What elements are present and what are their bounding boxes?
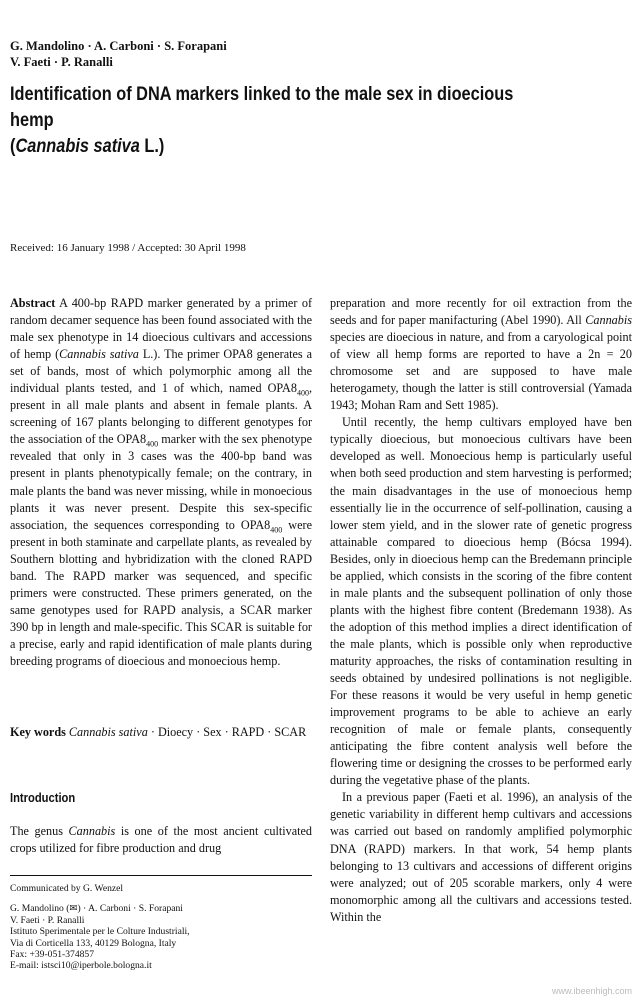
abstract-text-2: L.). The primer OPA8 generates a set of bands, most of which polymorphic among all the individual plants tested, and 1 of which, named OPA8 bbox=[10, 347, 312, 396]
paper-title bbox=[10, 82, 543, 160]
subscript-400: 400 bbox=[146, 439, 159, 449]
title-main: Identification of DNA markers linked to the male sex in dioecious hemp bbox=[10, 84, 514, 131]
abstract-text-3: , present in all male plants and absent in female plants. A screening of 167 plants belonging to different genotypes for the association of the OPA8 bbox=[10, 381, 312, 447]
footnote-line-3: Istituto Sperimentale per le Colture Industriali, bbox=[10, 926, 190, 938]
right-p3: In a previous paper (Faeti et al. 1996), an analysis of the genetic variability in different hemp cultivars and accessions was carried out based on randomly amplified polymorphic DNA (RAPD) markers. In that work, 54 hemp plants belonging to 13 cultivars and accessions of different origins were analyzed; out of 205 scorable markers, only 4 were monomorphic among all the cultivars and accessions tested. Within the bbox=[330, 790, 632, 924]
footnote-block bbox=[10, 883, 312, 972]
author-list bbox=[10, 38, 227, 70]
keywords-rest: · Dioecy · Sex · RAPD · SCAR bbox=[150, 725, 307, 739]
author-line-2: V. Faeti · P. Ranalli bbox=[10, 55, 113, 69]
footnote-divider bbox=[10, 875, 312, 876]
right-p1-a: preparation and more recently for oil extraction from the seeds and for paper manifacturing (Abel 1990). All bbox=[330, 296, 632, 328]
watermark: www.ibeenhigh.com bbox=[551, 986, 632, 996]
intro-genus: Cannabis bbox=[68, 824, 116, 838]
intro-text-b: is one of the most ancient cultivated crops utilized for fibre production and drug bbox=[10, 824, 313, 855]
right-p1-b: species are dioecious in nature, and from a caryological point of view all hemp forms are reported to have a 2n = 20 chromosome set and are supposed to have male heterogamety, though the latter is still controversial (Yamada 1943; Mohan Ram and Sett 1985). bbox=[330, 330, 632, 413]
footnote-line-5: Fax: +39-051-374857 bbox=[10, 949, 95, 961]
footnote-line-1: G. Mandolino (✉) · A. Carboni · S. Forapani bbox=[10, 903, 183, 915]
subscript-400: 400 bbox=[270, 525, 283, 535]
title-suffix: L.) bbox=[144, 136, 165, 157]
right-p2: Until recently, the hemp cultivars employed have ben typically dioecious, but monoecious cultivars have been developed as well. Monoecious hemp is particularly useful when both seed production and stem harvesting is performed; the main disadvantages in the use of monoecious hemp essentially lie in the occurrence of self-pollination, causing a lower stem yield, and in the slower rate of genetic progress attainable compared to dioecious hemp (Bócsa 1994). Besides, only in dioecious hemp can the Bredemann principle be applied, which consists in the scoring of the fibre content in male plants and the subsequent pollination of only those plants with the highest fibre content (Bredemann 1938). As the adoption of this method implies a direct identification of the male plants, which is possible only when reproductive maturity approaches, the risks of contamination resulting in seeds obtained by undesired pollinations is not negligible. For these reasons it would be very useful in hemp genetic improvement programs to be able to achieve an early recognition of male or female plants, consequently anticipating the fibre content analysis well before the flowering time or designing the crosses to be performed early during the vegetative phase of the plants. bbox=[330, 415, 632, 788]
abstract-block bbox=[10, 295, 312, 670]
subscript-400: 400 bbox=[296, 388, 309, 398]
footnote-line-6: E-mail: istsci10@iperbole.bologna.it bbox=[10, 960, 152, 972]
intro-text-a: The genus bbox=[10, 824, 63, 838]
title-species: Cannabis sativa bbox=[15, 136, 140, 157]
abstract-label: Abstract bbox=[10, 296, 56, 310]
abstract-text-4: marker with the sex phenotype revealed that only in 3 cases was the 400-bp band was present in plants phenotypically female; on the contrary, in male plants the band was never missing, while in monoecious plants it was never present. Despite this sex-specific association, the sequences corresponding to OPA8 bbox=[10, 432, 312, 532]
right-column bbox=[330, 295, 632, 926]
footnote-line-2: V. Faeti · P. Ranalli bbox=[10, 914, 85, 926]
keywords bbox=[10, 724, 312, 741]
abstract-species: Cannabis sativa bbox=[59, 347, 139, 362]
introduction-text bbox=[10, 823, 312, 857]
abstract-text-5: were present in both staminate and carpellate plants, as revealed by Southern blotting and hybridization with the cloned RAPD band. The RAPD marker was sequenced, and specific primers were constructed. These primers generated, on the same genotypes used for RAPD analysis, a SCAR marker 390 bp in length and male-specific. This SCAR is suitable for a precise, early and rapid identification of male plants during breeding programs of dioecious and monoecious hemp. bbox=[10, 517, 312, 668]
author-line-1: G. Mandolino · A. Carboni · S. Forapani bbox=[10, 39, 227, 53]
communicated-by: Communicated by G. Wenzel bbox=[10, 883, 124, 894]
introduction-heading: Introduction bbox=[10, 790, 76, 805]
keywords-species: Cannabis sativa bbox=[68, 725, 148, 739]
footnote-line-4: Via di Corticella 133, 40129 Bologna, Italy bbox=[10, 937, 177, 949]
received-dates: Received: 16 January 1998 / Accepted: 30 April 1998 bbox=[10, 242, 246, 254]
title-open-paren: ( bbox=[10, 136, 16, 157]
abstract-text-1: A 400-bp RAPD marker generated by a primer of random decamer sequence has been found associated with the male sex phenotype in 14 dioecious cultivars and accessions of hemp ( bbox=[10, 296, 312, 362]
right-p1-genus: Cannabis bbox=[585, 313, 632, 328]
keywords-label: Key words bbox=[10, 725, 66, 739]
